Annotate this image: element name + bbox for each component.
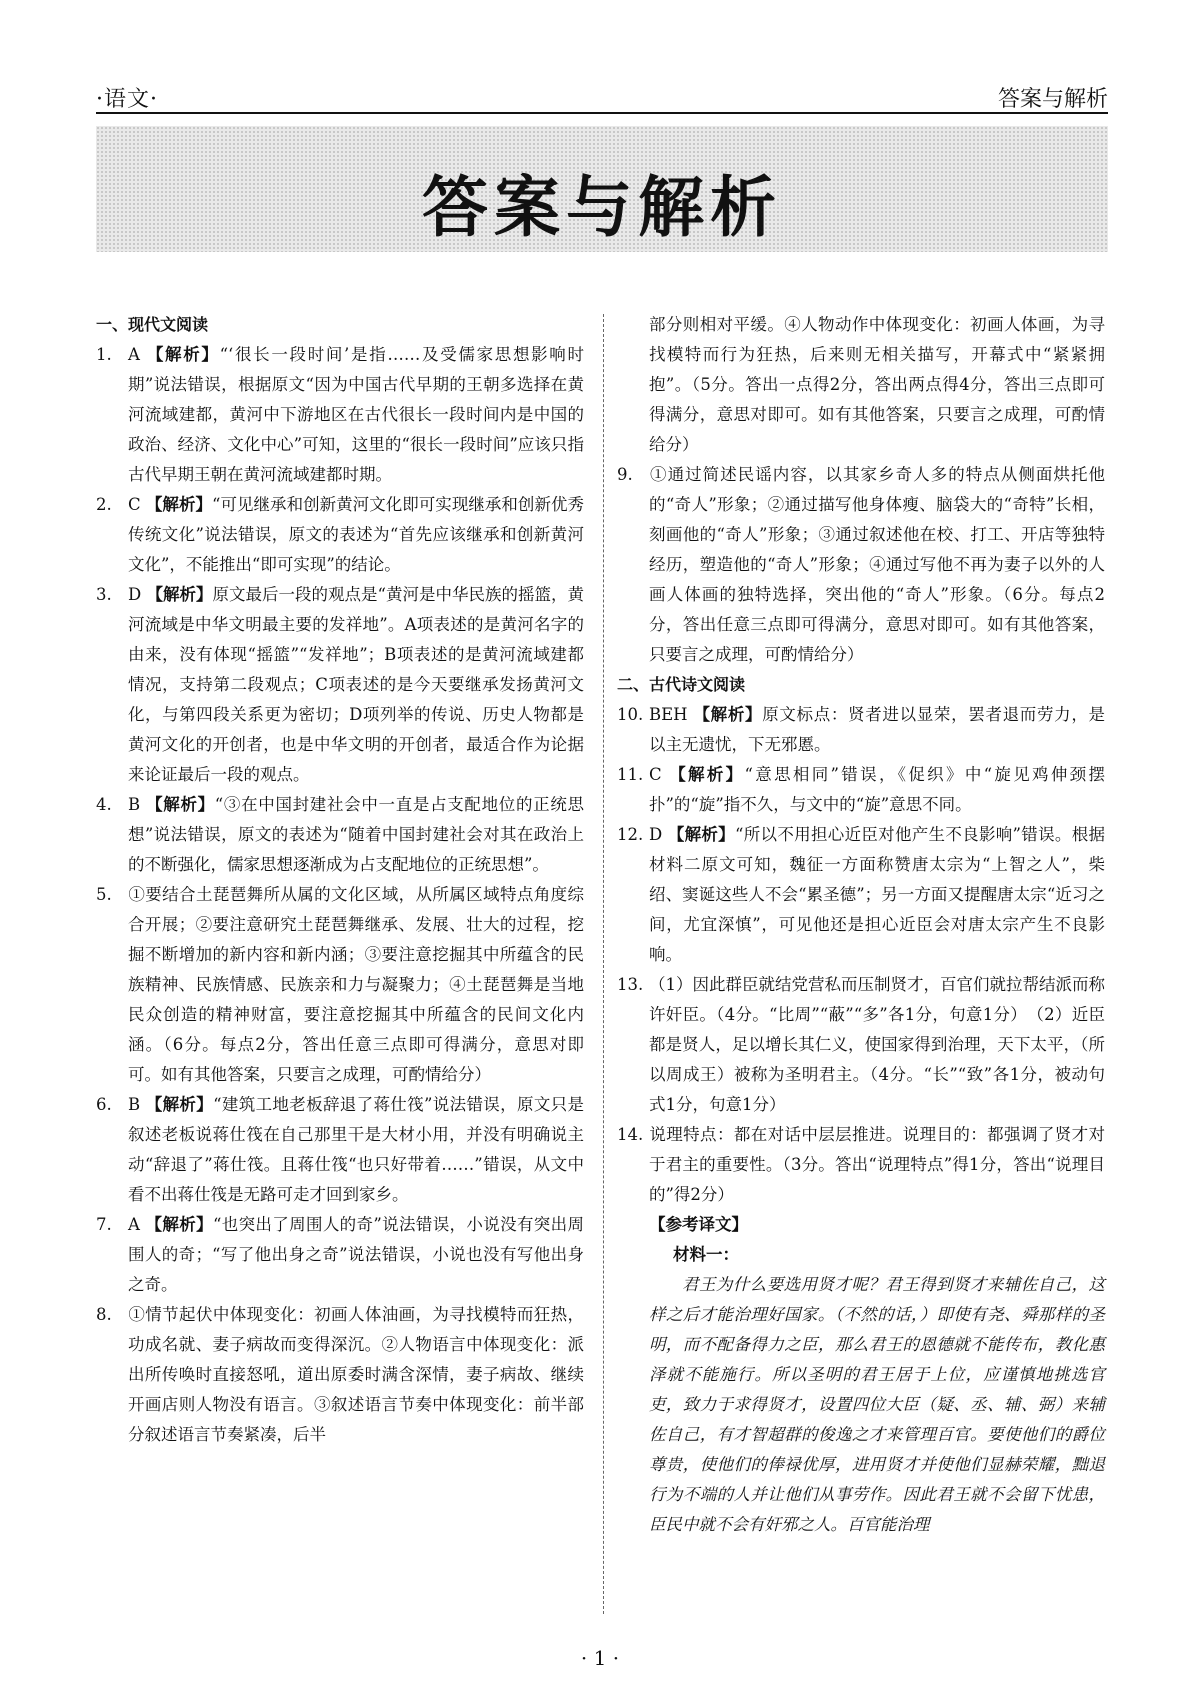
answer-item-8-continued: 部分则相对平缓。④人物动作中体现变化：初画人体画，为寻找模特而行为狂热，后来则无相关描写，开幕式中“紧紧拥抱”。（5分。答出一点得2分，答出两点得4分，答出三点即可得满分，意思对即可。如有其他答案，只要言之成理，可酌情给分） — [649, 315, 1105, 454]
answer-item-4 — [96, 790, 584, 880]
analysis-tag: 【解析】 — [669, 765, 745, 784]
analysis-tag: 【解析】 — [146, 345, 220, 364]
answer-item-8 — [96, 1300, 584, 1450]
item-text: ①通过简述民谣内容，以其家乡奇人多的特点从侧面烘托他的“奇人”形象；②通过描写他身体瘦、脑袋大的“奇特”长相，刻画他的“奇人”形象；③通过叙述他在校、打工、开店等独特经历，塑造他的“奇人”形象；④通过写他不再为妻子以外的人画人体画的独特选择，突出他的“奇人”形象。（6分。每点2分，答出任意三点即可得满分，意思对即可。如有其他答案，只要言之成理，可酌情给分） — [649, 465, 1105, 664]
answer-item-6 — [96, 1090, 584, 1210]
answer-item-1 — [96, 340, 584, 490]
item-text: “③在中国封建社会中一直是占支配地位的正统思想”说法错误，原文的表述为“随着中国封建社会对其在政治上的不断强化，儒家思想逐渐成为占支配地位的正统思想”。 — [128, 795, 585, 874]
answer-item-14 — [617, 1120, 1105, 1210]
item-number: 2. — [96, 495, 112, 514]
item-text: （1）因此群臣就结党营私而压制贤才，百官们就拉帮结派而称许奸臣。（4分。“比周”“蔽”“多”各1分，句意1分） （2）近臣都是贤人，足以增长其仁义，使国家得到治理，天下太平，（所以周成王）被称为圣明君主。（4分。“长”“致”各1分，被动句式1分，句意1分） — [649, 975, 1105, 1114]
left-column — [96, 310, 584, 1450]
item-number: 6. — [96, 1095, 112, 1114]
answer-item-9 — [617, 460, 1105, 670]
section-heading-classical-reading: 二、古代诗文阅读 — [617, 675, 746, 694]
analysis-tag: 【解析】 — [667, 825, 735, 844]
section-heading-modern-reading: 一、现代文阅读 — [96, 315, 209, 334]
answer-item-11 — [617, 760, 1105, 820]
item-answer: D — [128, 585, 142, 604]
item-answer: B — [128, 1095, 141, 1114]
analysis-tag: 【解析】 — [146, 795, 215, 814]
item-text: “建筑工地老板辞退了蒋仕筏”说法错误，原文只是叙述老板说蒋仕筏在自己那里干是大材小用，并没有明确说主动“辞退了”蒋仕筏。且蒋仕筏“也只好带着……”错误，从文中看不出蒋仕筏是无路可走才回到家乡。 — [128, 1095, 585, 1204]
answer-item-7 — [96, 1210, 584, 1300]
item-answer: A — [128, 345, 140, 364]
header-rule — [96, 112, 1108, 114]
item-text: “意思相同”错误，《促织》中“旋见鸡伸颈摆扑”的“旋”指不久，与文中的“旋”意思不同。 — [649, 765, 1106, 814]
page-number: · 1 · — [580, 1646, 620, 1670]
item-text: “可见继承和创新黄河文化即可实现继承和创新优秀传统文化”说法错误，原文的表述为“首先应该继承和创新黄河文化”，不能推出“即可实现”的结论。 — [128, 495, 585, 574]
item-answer: C — [649, 765, 662, 784]
page-title: 答案与解析 — [422, 169, 782, 246]
answer-item-5 — [96, 880, 584, 1090]
item-answer: C — [128, 495, 141, 514]
title-banner — [96, 126, 1108, 252]
material-one-label: 材料一： — [673, 1245, 739, 1264]
item-text: 原文最后一段的观点是“黄河是中华民族的摇篮，黄河流域是中华文明最主要的发祥地”。A项表述的是黄河名字的由来，没有体现“摇篮”“发祥地”；B项表述的是黄河流域建都情况，支持第二段观点；C项表述的是今天要继承发扬黄河文化，与第四段关系更为密切；D项列举的传说、历史人物都是黄河文化的开创者，也是中华文明的开创者，最适合作为论据来论证最后一段的观点。 — [128, 585, 584, 784]
item-answer: B — [128, 795, 141, 814]
item-number: 10. — [617, 705, 644, 724]
item-text: “所以不用担心近臣对他产生不良影响”错误。根据材料二原文可知，魏征一方面称赞唐太宗为“上智之人”，柴绍、窦诞这些人不会“累圣德”；另一方面又提醒唐太宗“近习之间，尤宜深慎”，可见他还是担心近臣会对唐太宗产生不良影响。 — [649, 825, 1106, 964]
answer-item-12 — [617, 820, 1105, 970]
item-number: 12. — [617, 825, 644, 844]
item-text: 原文标点：贤者进以显荣，罢者退而劳力，是以主无遗忧，下无邪慝。 — [649, 705, 1106, 754]
translation-text: 君王为什么要选用贤才呢？君王得到贤才来辅佐自己，这样之后才能治理好国家。（不然的话，）即使有尧、舜那样的圣明，而不配备得力之臣，那么君王的恩德就不能传布，教化惠泽就不能施行。所以圣明的君王居于上位，应谨慎地挑选官吏，致力于求得贤才，设置四位大臣（疑、丞、辅、弼）来辅佐自己，有才智超群的俊逸之才来管理百官。要使他们的爵位尊贵，使他们的俸禄优厚，进用贤才并使他们显赫荣耀，黜退行为不端的人并让他们从事劳作。因此君王就不会留下忧患，臣民中就不会有奸邪之人。百官能治理 — [649, 1275, 1105, 1534]
item-number: 13. — [617, 975, 644, 994]
answer-item-2 — [96, 490, 584, 580]
item-number: 7. — [96, 1215, 112, 1234]
reference-translation-heading: 【参考译文】 — [649, 1215, 748, 1234]
item-number: 3. — [96, 585, 112, 604]
running-header — [96, 82, 1108, 112]
item-text: “也突出了周围人的奇”说法错误，小说没有突出周围人的奇；“写了他出身之奇”说法错误，小说也没有写他出身之奇。 — [128, 1215, 585, 1294]
answer-item-13 — [617, 970, 1105, 1120]
answer-item-10 — [617, 700, 1105, 760]
item-text: 说理特点：都在对话中层层推进。说理目的：都强调了贤才对于君主的重要性。（3分。答出“说理特点”得1分，答出“说理目的”得2分） — [649, 1125, 1105, 1204]
item-text: ①要结合土琵琶舞所从属的文化区域，从所属区域特点角度综合开展；②要注意研究土琵琶舞继承、发展、壮大的过程，挖掘不断增加的新内容和新内涵；③要注意挖掘其中所蕴含的民族精神、民族情感、民族亲和力与凝聚力；④土琵琶舞是当地民众创造的精神财富，要注意挖掘其中所蕴含的民间文化内涵。（6分。每点2分，答出任意三点即可得满分，意思对即可。如有其他答案，只要言之成理，可酌情给分） — [128, 885, 584, 1084]
item-number: 14. — [617, 1125, 644, 1144]
item-text: ①情节起伏中体现变化：初画人体油画，为寻找模特而狂热，功成名就、妻子病故而变得深沉。②人物语言中体现变化：派出所传唤时直接怒吼，道出原委时满含深情，妻子病故、继续开画店则人物没有语言。③叙述语言节奏中体现变化：前半部分叙述语言节奏紧凑，后半 — [128, 1305, 584, 1444]
item-number: 5. — [96, 885, 112, 904]
item-number: 1. — [96, 345, 112, 364]
analysis-tag: 【解析】 — [145, 1215, 213, 1234]
item-answer: A — [128, 1215, 140, 1234]
item-answer: D — [649, 825, 663, 844]
analysis-tag: 【解析】 — [145, 495, 213, 514]
item-number: 8. — [96, 1305, 112, 1324]
analysis-tag: 【解析】 — [145, 1095, 214, 1114]
item-number: 11. — [617, 765, 644, 784]
header-section-label: 答案与解析 — [997, 87, 1108, 112]
answer-item-3 — [96, 580, 584, 790]
column-divider — [603, 314, 604, 1614]
item-text: “‘很长一段时间’是指……及受儒家思想影响时期”说法错误，根据原文“因为中国古代早期的王朝多选择在黄河流域建都，黄河中下游地区在古代很长一段时间内是中国的政治、经济、文化中心”可知，这里的“很长一段时间”应该只指古代早期王朝在黄河流域建都时期。 — [128, 345, 584, 484]
analysis-tag: 【解析】 — [693, 705, 763, 724]
item-number: 4. — [96, 795, 112, 814]
analysis-tag: 【解析】 — [146, 585, 213, 604]
item-number: 9. — [617, 465, 633, 484]
item-answer: BEH — [649, 705, 688, 724]
subject-label: ·语文· — [96, 87, 158, 112]
right-column — [617, 310, 1105, 1540]
